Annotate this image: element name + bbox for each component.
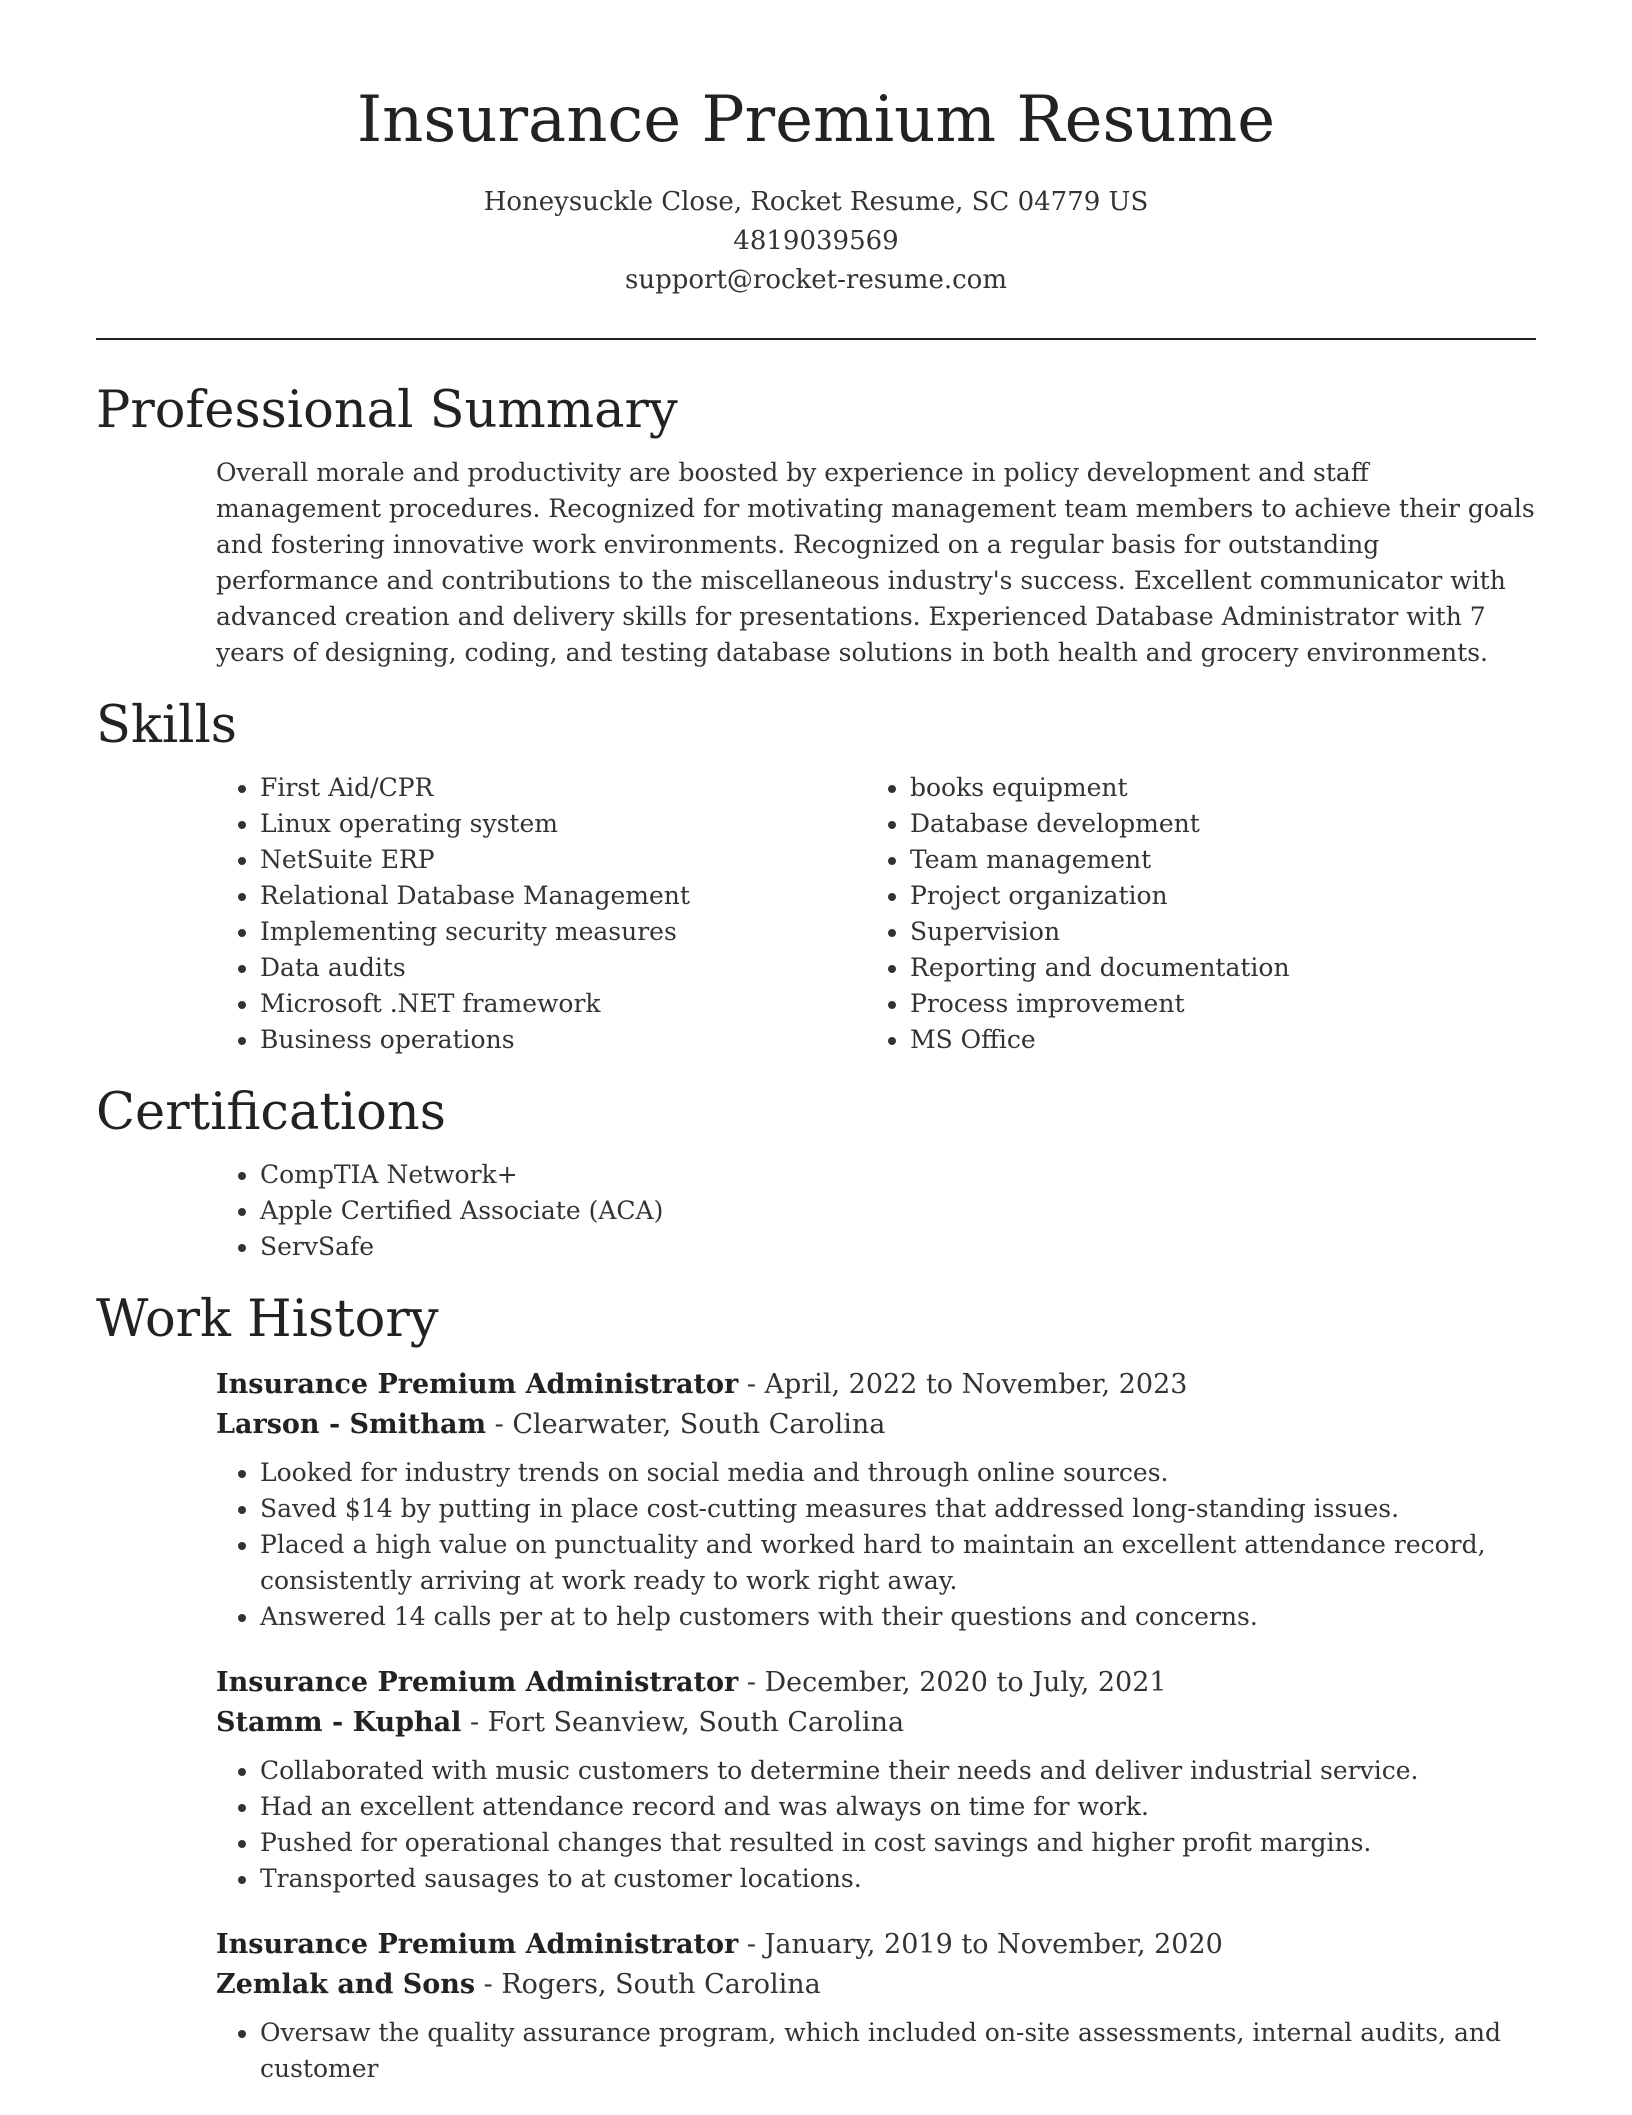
- resume-page: [96, 0, 1536, 2115]
- resume-header: [96, 0, 1536, 300]
- job-bullet: • Placed a high value on punctuality and worked hard to maintain an excellent attendance record, consistently arriving at work ready to work right away.: [260, 1527, 1536, 1599]
- contact-info: [96, 183, 1536, 300]
- skills-section: [96, 695, 1536, 1058]
- job-company: Zemlak and Sons: [216, 1968, 476, 2000]
- skills-column-left: [216, 770, 866, 1058]
- certification-item: • CompTIA Network+: [260, 1157, 1536, 1193]
- job-company-line: [216, 1703, 1536, 1743]
- address-text: Honeysuckle Close, Rocket Resume, SC 04779 US: [483, 186, 1149, 217]
- job-location: - Clearwater, South Carolina: [486, 1408, 886, 1440]
- skills-heading: Skills: [96, 695, 237, 755]
- job-location: - Rogers, South Carolina: [475, 1968, 821, 2000]
- job-company-line: [216, 1405, 1536, 1445]
- job-bullet: • Looked for industry trends on social media and through online sources.: [260, 1455, 1536, 1491]
- skill-item: • First Aid/CPR: [260, 770, 866, 806]
- job-role: Insurance Premium Administrator: [216, 1928, 739, 1960]
- summary-section: [96, 380, 1536, 671]
- job-role: Insurance Premium Administrator: [216, 1666, 739, 1698]
- skill-item: • NetSuite ERP: [260, 842, 866, 878]
- job-dates: - December, 2020 to July, 2021: [738, 1666, 1167, 1698]
- job-title-line: [216, 1925, 1536, 1965]
- skill-item: • Process improvement: [910, 986, 1516, 1022]
- summary-paragraph: Overall morale and productivity are boosted by experience in policy development and staff management procedures. Recognized for motivating management team members to achieve their goals and fostering innovative work environments. Recognized on a regular basis for outstanding performance and contributions to the miscellaneous industry's success. Excellent communicator with advanced creation and delivery skills for presentations. Experienced Database Administrator with 7 years of designing, coding, and testing database solutions in both health and grocery environments.: [216, 457, 1535, 667]
- job-location: - Fort Seanview, South Carolina: [461, 1706, 905, 1738]
- skill-item: • MS Office: [910, 1022, 1516, 1058]
- job-dates: - April, 2022 to November, 2023: [738, 1368, 1188, 1400]
- phone-text: 4819039569: [733, 225, 899, 256]
- skill-item: • Supervision: [910, 914, 1516, 950]
- skill-item: • Business operations: [260, 1022, 866, 1058]
- certifications-section: [96, 1082, 1536, 1265]
- job-bullet: • Transported sausages to at customer locations.: [260, 1861, 1536, 1897]
- job-bullet: • Collaborated with music customers to determine their needs and deliver industrial service.: [260, 1753, 1536, 1789]
- job-entry: [216, 1925, 1536, 2087]
- job-company: Larson - Smitham: [216, 1408, 487, 1440]
- work-history-section: [96, 1289, 1536, 2086]
- job-bullet: • Answered 14 calls per at to help customers with their questions and concerns.: [260, 1599, 1536, 1635]
- header-divider: [96, 338, 1536, 340]
- skill-item: • Team management: [910, 842, 1516, 878]
- job-company: Stamm - Kuphal: [216, 1706, 462, 1738]
- skill-item: • Microsoft .NET framework: [260, 986, 866, 1022]
- job-title-line: [216, 1663, 1536, 1703]
- job-bullet: • Had an excellent attendance record and was always on time for work.: [260, 1789, 1536, 1825]
- job-role: Insurance Premium Administrator: [216, 1368, 739, 1400]
- summary-heading: Professional Summary: [96, 380, 678, 440]
- job-dates: - January, 2019 to November, 2020: [738, 1928, 1223, 1960]
- certification-item: • ServSafe: [260, 1229, 1536, 1265]
- skill-item: • books equipment: [910, 770, 1516, 806]
- job-entry: [216, 1365, 1536, 1635]
- skill-item: • Database development: [910, 806, 1516, 842]
- job-company-line: [216, 1965, 1536, 2005]
- job-title-line: [216, 1365, 1536, 1405]
- skill-item: • Relational Database Management: [260, 878, 866, 914]
- email-text: support@rocket-resume.com: [624, 264, 1007, 295]
- job-entry: [216, 1663, 1536, 1897]
- skill-item: • Linux operating system: [260, 806, 866, 842]
- skill-item: • Project organization: [910, 878, 1516, 914]
- skills-column-right: [866, 770, 1516, 1058]
- certification-item: • Apple Certified Associate (ACA): [260, 1193, 1536, 1229]
- skill-item: • Implementing security measures: [260, 914, 866, 950]
- job-bullet: • Saved $14 by putting in place cost-cutting measures that addressed long-standing issues.: [260, 1491, 1536, 1527]
- job-bullet: • Oversaw the quality assurance program, which included on-site assessments, internal audits, and customer: [260, 2015, 1536, 2087]
- work-history-heading: Work History: [96, 1290, 439, 1350]
- resume-title: Insurance Premium Resume: [356, 83, 1276, 157]
- job-bullet: • Pushed for operational changes that resulted in cost savings and higher profit margins.: [260, 1825, 1536, 1861]
- skill-item: • Reporting and documentation: [910, 950, 1516, 986]
- skill-item: • Data audits: [260, 950, 866, 986]
- certifications-heading: Certifications: [96, 1083, 446, 1143]
